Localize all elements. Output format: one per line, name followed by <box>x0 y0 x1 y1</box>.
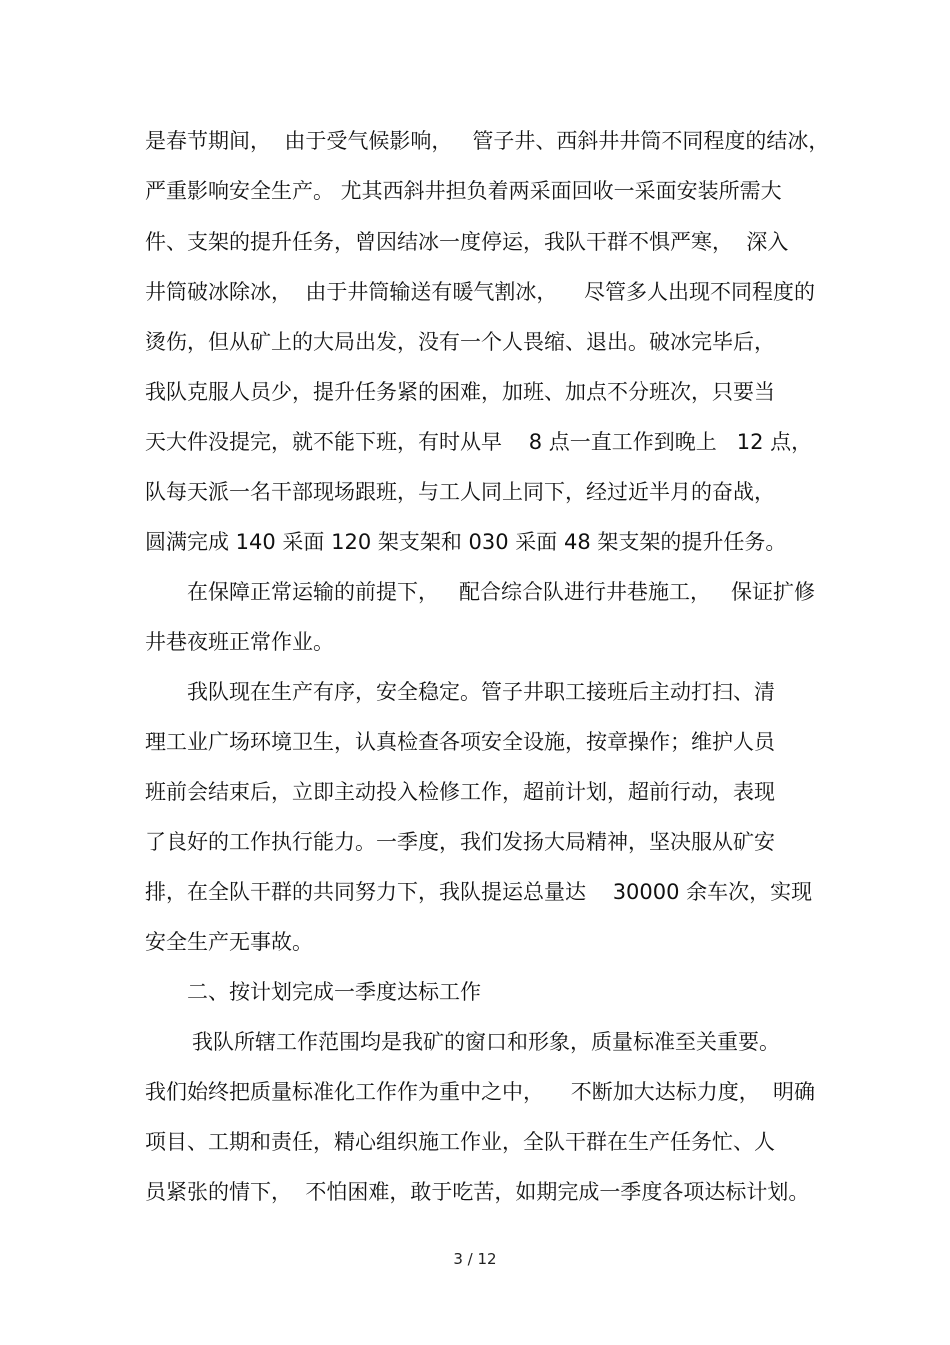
text-line: 烫伤，但从矿上的大局出发，没有一个人畏缩、退出。破冰完毕后， <box>145 330 775 354</box>
text-line: 队每天派一名干部现场跟班，与工人同上同下，经过近半月的奋战， <box>145 480 775 504</box>
text-line: 了良好的工作执行能力。一季度，我们发扬大局精神，坚决服从矿安 <box>145 830 775 854</box>
text-line: 安全生产无事故。 <box>145 930 313 954</box>
text-line: 圆满完成 140 采面 120 架支架和 030 采面 48 架支架的提升任务。 <box>145 530 787 554</box>
section-heading: 二、按计划完成一季度达标工作 <box>187 980 481 1004</box>
text-line: 班前会结束后，立即主动投入检修工作，超前计划，超前行动，表现 <box>145 780 775 804</box>
page-number: 3 / 12 <box>453 1250 497 1268</box>
text-line: 井筒破冰除冰， 由于井筒输送有暖气割冰， 尽管多人出现不同程度的 <box>145 280 816 304</box>
text-line: 我们始终把质量标准化工作作为重中之中， 不断加大达标力度， 明确 <box>145 1080 816 1104</box>
paragraph-first-line: 我队所辖工作范围均是我矿的窗口和形象，质量标准至关重要。 <box>192 1030 780 1054</box>
text-line: 排，在全队干群的共同努力下，我队提运总量达 30000 余车次，实现 <box>145 880 813 904</box>
text-line: 员紧张的情下， 不怕困难，敢于吃苦，如期完成一季度各项达标计划。 <box>145 1180 810 1204</box>
paragraph-first-line: 我队现在生产有序，安全稳定。管子井职工接班后主动打扫、清 <box>187 680 775 704</box>
text-line: 严重影响安全生产。 尤其西斜井担负着两采面回收一采面安装所需大 <box>145 179 782 203</box>
text-line: 件、支架的提升任务，曾因结冰一度停运，我队干群不惧严寒， 深入 <box>145 230 789 254</box>
text-line: 是春节期间， 由于受气候影响， 管子井、西斜井井筒不同程度的结冰， <box>145 129 830 153</box>
paragraph-first-line: 在保障正常运输的前提下， 配合综合队进行井巷施工， 保证扩修 <box>187 580 816 604</box>
text-line: 项目、工期和责任，精心组织施工作业，全队干群在生产任务忙、人 <box>145 1130 775 1154</box>
text-line: 理工业广场环境卫生，认真检查各项安全设施，按章操作；维护人员 <box>145 730 775 754</box>
text-line: 我队克服人员少，提升任务紧的困难，加班、加点不分班次，只要当 <box>145 380 775 404</box>
text-line: 天大件没提完，就不能下班，有时从早 8 点一直工作到晚上 12 点， <box>145 430 813 454</box>
text-line: 井巷夜班正常作业。 <box>145 630 334 654</box>
